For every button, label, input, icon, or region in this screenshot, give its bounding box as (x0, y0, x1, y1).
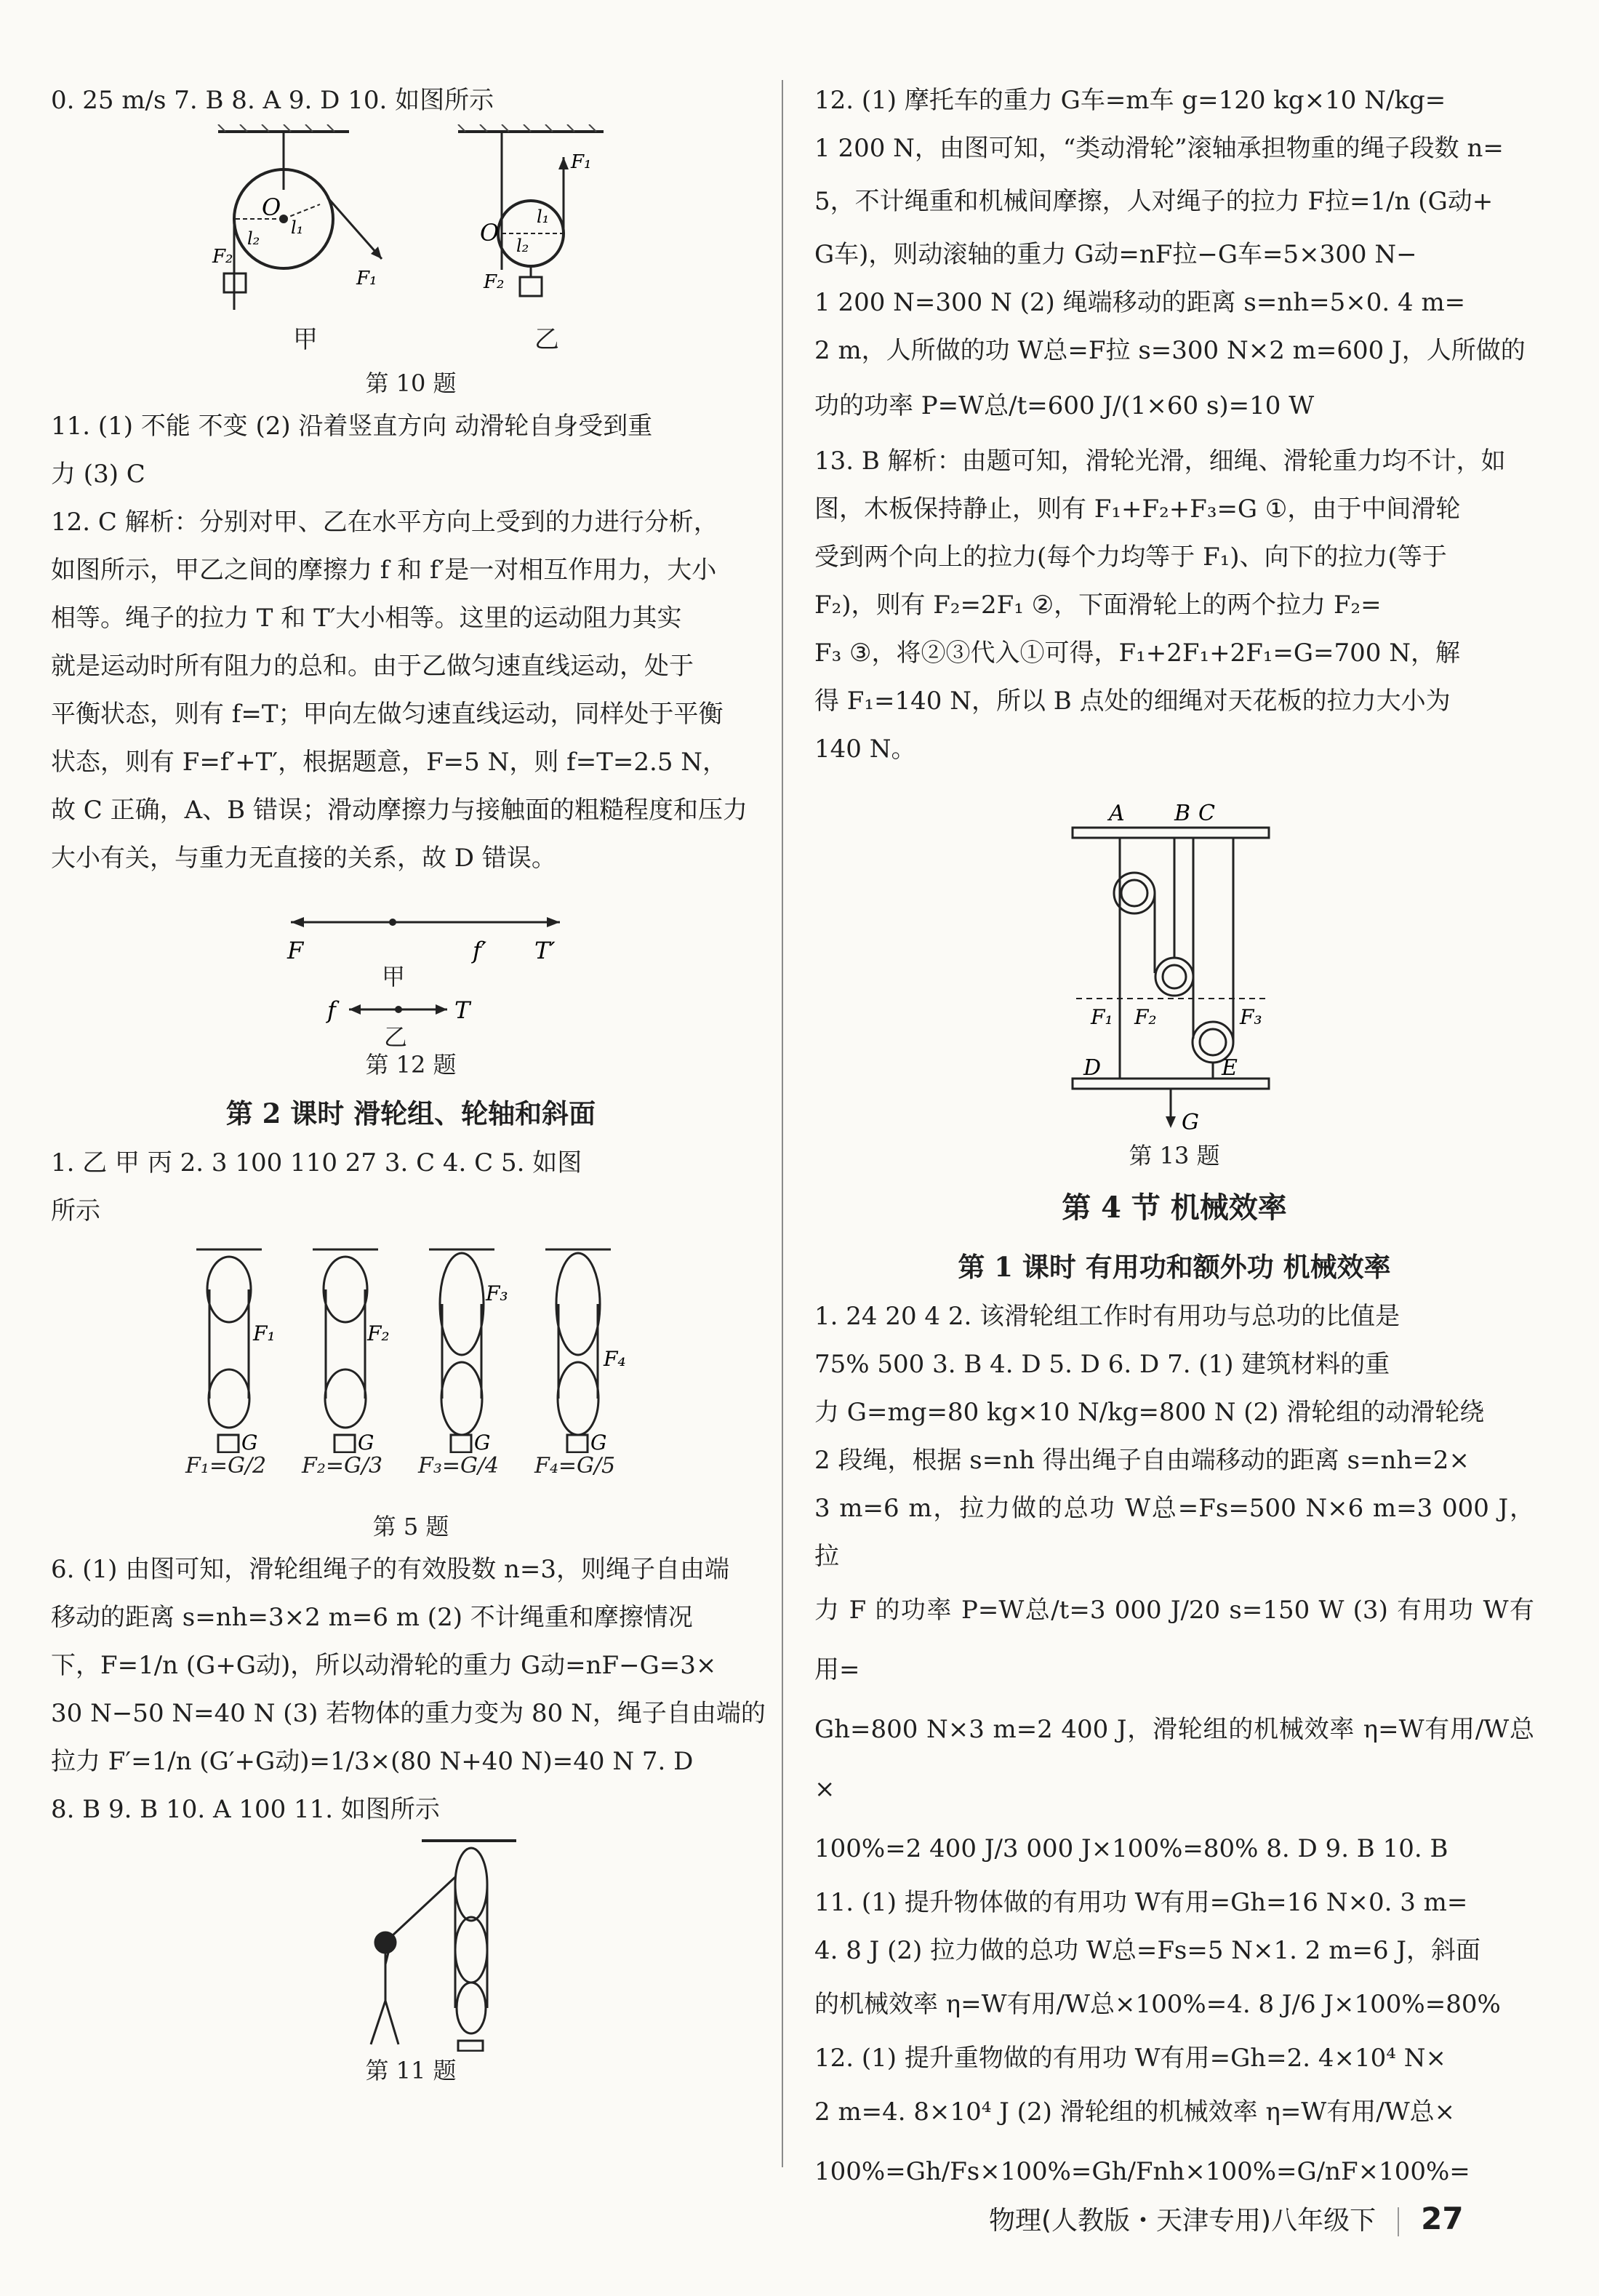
q12-line-6: 状态，则有 F=f′+T′，根据题意，F=5 N，则 f=T=2.5 N， (51, 748, 728, 777)
section-title-lesson-2: 第 2 课时 滑轮组、轮轴和斜面 (225, 1097, 596, 1129)
svg-text:F₂: F₂ (484, 271, 505, 293)
svg-text:E: E (1222, 1055, 1238, 1081)
r-q12-line-6: 2 m，人所做的功 W总=F拉 s=300 N×2 m=600 J，人所做的 (814, 336, 1526, 365)
r-q11-line-1: 11. (1) 提升物体做的有用功 W有用=Gh=16 N×0. 3 m= (814, 1888, 1468, 1917)
r-q12-line-3: 5，不计绳重和机械间摩擦，人对绳子的拉力 F拉=1/n (G动+ (814, 187, 1494, 216)
figure-10-pulleys (51, 124, 771, 321)
r-q13-line-2: 图，木板保持静止，则有 F₁+F₂+F₃=G ①，由于中间滑轮 (814, 495, 1461, 524)
svg-text:l₁: l₁ (537, 207, 550, 227)
r-q1to7-line-2: 75% 500 3. B 4. D 5. D 6. D 7. (1) 建筑材料的重 (814, 1350, 1390, 1379)
r-q12-line-7: 功的功率 P=W总/t=600 J/(1×60 s)=10 W (814, 391, 1315, 420)
r-q12b-line-1: 12. (1) 提升重物做的有用功 W有用=Gh=2. 4×10⁴ N× (814, 2044, 1446, 2073)
right-column (814, 76, 1534, 2201)
figure-11-person-pulley (51, 1833, 771, 2052)
figure-5-pulley-systems (51, 1235, 771, 1453)
fig5-caption: 第 5 题 (372, 1513, 449, 1540)
svg-text:B: B (1174, 801, 1191, 826)
fig12-caption: 第 12 题 (365, 1051, 457, 1079)
fig12-label-jia: 甲 (382, 963, 406, 991)
fig10-caption: 第 10 题 (365, 369, 457, 397)
r-q12-line-5: 1 200 N=300 N (2) 绳端移动的距离 s=nh=5×0. 4 m= (814, 288, 1466, 317)
svg-text:D: D (1083, 1055, 1102, 1081)
r-q13-line-7: 140 N。 (814, 735, 916, 764)
q6-line-4: 30 N−50 N=40 N (3) 若物体的重力变为 80 N，绳子自由端的 (51, 1699, 766, 1728)
r-q12b-line-2: 2 m=4. 8×10⁴ J (2) 滑轮组的机械效率 η=W有用/W总× (814, 2097, 1456, 2127)
fig5-formula-2: F₂=G/3 (302, 1453, 383, 1479)
r-q13-line-6: 得 F₁=140 N，所以 B 点处的细绳对天花板的拉力大小为 (814, 687, 1451, 716)
svg-text:T: T (454, 996, 470, 1024)
svg-text:F₃: F₃ (486, 1281, 508, 1305)
svg-text:F₁: F₁ (356, 268, 377, 289)
fig5-formula-3: F₃=G/4 (418, 1453, 500, 1479)
r-q1to7-line-7: Gh=800 N×3 m=2 400 J，滑轮组的机械效率 η=W有用/W总× (814, 1715, 1534, 1804)
r-q1to7-line-6: 力 F 的功率 P=W总/t=3 000 J/20 s=150 W (3) 有用功 W有用= (814, 1596, 1534, 1684)
q6-line-3: 下，F=1/n (G+G动)，所以动滑轮的重力 G动=nF−G=3× (51, 1651, 717, 1680)
fig5-formula-1: F₁=G/2 (185, 1453, 267, 1479)
svg-text:F: F (287, 937, 304, 964)
r-q13-line-3: 受到两个向上的拉力(每个力均等于 F₁)、向下的拉力(等于 (814, 543, 1447, 572)
svg-text:F₂: F₂ (212, 246, 233, 268)
subsection-title-lesson-1: 第 1 课时 有用功和额外功 机械效率 (958, 1251, 1391, 1283)
figure-12-forces (51, 889, 771, 1046)
footer-separator (1398, 2207, 1399, 2236)
svg-text:A: A (1109, 801, 1125, 826)
figure-10 (51, 124, 771, 364)
svg-text:l₂: l₂ (247, 228, 260, 249)
fig13-caption: 第 13 题 (1129, 1142, 1220, 1169)
svg-text:F₁: F₁ (253, 1321, 276, 1345)
q12-line-3: 相等。绳子的拉力 T 和 T′大小相等。这里的运动阻力其实 (51, 604, 682, 633)
footer-subject: 物理(人教版・天津专用)八年级下 (989, 2206, 1376, 2236)
svg-text:F₄: F₄ (604, 1347, 626, 1371)
svg-text:G: G (474, 1431, 491, 1453)
svg-text:f: f (327, 996, 336, 1024)
r-q11-line-2: 4. 8 J (2) 拉力做的总功 W总=Fs=5 N×1. 2 m=6 J，斜面 (814, 1936, 1481, 1965)
fig10-label-jia: 甲 (293, 325, 318, 354)
svg-text:f′: f′ (473, 937, 487, 964)
r-q1to7-line-3: 力 G=mg=80 kg×10 N/kg=800 N (2) 滑轮组的动滑轮绕 (814, 1398, 1485, 1427)
svg-text:T′: T′ (534, 937, 556, 964)
figure-5 (51, 1235, 771, 1508)
q1to5-line-1: 1. 乙 甲 丙 2. 3 100 110 27 3. C 4. C 5. 如图 (51, 1148, 582, 1177)
svg-text:G: G (590, 1431, 607, 1453)
q12-line-4: 就是运动时所有阻力的总和。由于乙做匀速直线运动，处于 (51, 652, 694, 681)
q8to11-line: 8. B 9. B 10. A 100 11. 如图所示 (51, 1795, 440, 1824)
q12-line-2: 如图所示，甲乙之间的摩擦力 f 和 f′是一对相互作用力，大小 (51, 556, 717, 585)
svg-text:C: C (1198, 801, 1215, 826)
svg-text:G: G (358, 1431, 374, 1453)
page-footer (989, 2200, 1464, 2237)
fig12-label-yi: 乙 (384, 1023, 408, 1051)
figure-12 (51, 889, 771, 1051)
r-q12b-line-3: 100%=Gh/Fs×100%=Gh/Fnh×100%=G/nF×100%= (814, 2157, 1470, 2186)
r-q11-line-3: 的机械效率 η=W有用/W总×100%=4. 8 J/6 J×100%=80% (814, 1990, 1501, 2019)
r-q1to7-line-8: 100%=2 400 J/3 000 J×100%=80% 8. D 9. B 10. B (814, 1834, 1448, 1863)
svg-text:l₂: l₂ (516, 236, 529, 256)
q12-line-1: 12. C 解析：分别对甲、乙在水平方向上受到的力进行分析， (51, 508, 718, 537)
fig10-label-yi: 乙 (534, 325, 559, 354)
left-column (51, 76, 771, 2089)
r-q1to7-line-1: 1. 24 20 4 2. 该滑轮组工作时有用功与总功的比值是 (814, 1302, 1400, 1331)
q12-line-5: 平衡状态，则有 f=T；甲向左做匀速直线运动，同样处于平衡 (51, 700, 724, 729)
section-title-4: 第 4 节 机械效率 (1062, 1191, 1287, 1225)
q6-line-5: 拉力 F′=1/n (G′+G动)=1/3×(80 N+40 N)=40 N 7. D (51, 1747, 694, 1776)
svg-text:l₁: l₁ (291, 217, 304, 238)
answer-line-1: 0. 25 m/s 7. B 8. A 9. D 10. 如图所示 (51, 86, 494, 115)
svg-text:G: G (241, 1431, 258, 1453)
r-q13-line-1: 13. B 解析：由题可知，滑轮光滑，细绳、滑轮重力均不计，如 (814, 447, 1506, 476)
r-q13-line-5: F₃ ③，将②③代入①可得，F₁+2F₁+2F₁=G=700 N，解 (814, 639, 1461, 668)
q6-line-2: 移动的距离 s=nh=3×2 m=6 m (2) 不计绳重和摩擦情况 (51, 1603, 693, 1632)
r-q13-line-4: F₂)，则有 F₂=2F₁ ②，下面滑轮上的两个拉力 F₂= (814, 591, 1382, 620)
r-q12-line-2: 1 200 N，由图可知，“类动滑轮”滚轴承担物重的绳子段数 n= (814, 134, 1504, 163)
q1to5-line-2: 所示 (51, 1196, 100, 1225)
q11-line-1: 11. (1) 不能 不变 (2) 沿着竖直方向 动滑轮自身受到重 (51, 412, 653, 441)
q12-line-8: 大小有关，与重力无直接的关系，故 D 错误。 (51, 844, 556, 873)
svg-text:F₁: F₁ (1091, 1005, 1113, 1029)
svg-text:F₂: F₂ (1134, 1005, 1157, 1029)
svg-text:F₃: F₃ (1240, 1005, 1262, 1029)
r-q1to7-line-4: 2 段绳，根据 s=nh 得出绳子自由端移动的距离 s=nh=2× (814, 1446, 1470, 1475)
svg-text:G: G (1182, 1110, 1199, 1135)
q12-line-7: 故 C 正确，A、B 错误；滑动摩擦力与接触面的粗糙程度和压力 (51, 796, 748, 825)
page-number: 27 (1421, 2201, 1464, 2236)
svg-text:O: O (480, 219, 500, 247)
column-divider (782, 80, 783, 2167)
r-q12-line-1: 12. (1) 摩托车的重力 G车=m车 g=120 kg×10 N/kg= (814, 86, 1446, 115)
q6-line-1: 6. (1) 由图可知，滑轮组绳子的有效股数 n=3，则绳子自由端 (51, 1555, 730, 1584)
r-q12-line-4: G车)，则动滚轴的重力 G动=nF拉−G车=5×300 N− (814, 240, 1417, 269)
r-q1to7-line-5: 3 m=6 m，拉力做的总功 W总=Fs=500 N×6 m=3 000 J，拉 (814, 1494, 1534, 1571)
q11-line-2: 力 (3) C (51, 460, 145, 489)
fig5-formula-4: F₄=G/5 (534, 1453, 616, 1479)
fig11-caption: 第 11 题 (365, 2057, 457, 2084)
svg-text:F₂: F₂ (367, 1321, 390, 1345)
svg-text:O: O (262, 193, 281, 221)
figure-13-pulley-board (814, 788, 1534, 1137)
svg-text:F₁: F₁ (571, 151, 592, 173)
